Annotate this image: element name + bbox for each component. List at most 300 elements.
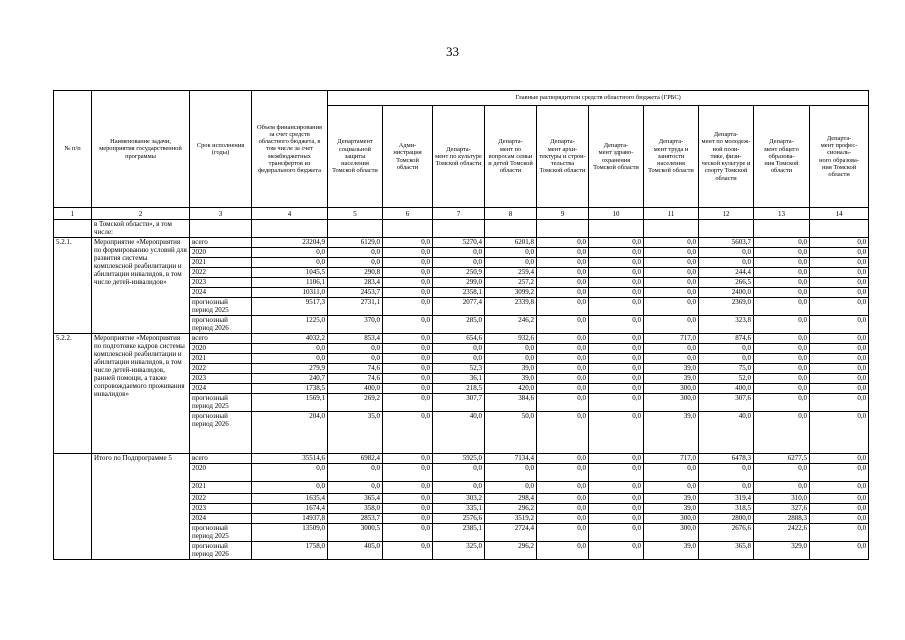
value-cell: 0,0	[383, 364, 433, 374]
value-cell: 0,0	[644, 258, 699, 268]
value-cell: 0,0	[485, 258, 537, 268]
value-cell: 0,0	[433, 248, 485, 258]
header-grbs-1: Департамент социальной защиты населения Томской области	[328, 106, 383, 208]
value-cell: 5925,0	[433, 454, 485, 464]
value-cell: 2422,6	[754, 524, 810, 542]
value-cell: 283,4	[328, 278, 383, 288]
value-cell: 0,0	[810, 334, 869, 344]
value-cell: 0,0	[383, 412, 433, 454]
value-cell: 0,0	[589, 524, 644, 542]
value-cell: 0,0	[699, 248, 754, 258]
value-cell: 0,0	[383, 504, 433, 514]
value-cell: 0,0	[383, 354, 433, 364]
value-cell: 0,0	[383, 482, 433, 494]
column-index: 4	[252, 208, 328, 220]
value-cell: 0,0	[589, 514, 644, 524]
term-cell: 2021	[190, 482, 252, 494]
value-cell: 0,0	[644, 482, 699, 494]
value-cell: 0,0	[589, 504, 644, 514]
term-cell: 2020	[190, 344, 252, 354]
value-cell: 0,0	[485, 482, 537, 494]
column-index: 8	[485, 208, 537, 220]
value-cell: 329,0	[754, 542, 810, 560]
value-cell: 0,0	[383, 334, 433, 344]
value-cell: 246,2	[485, 316, 537, 334]
value-cell: 0,0	[754, 354, 810, 364]
value-cell: 0,0	[754, 278, 810, 288]
value-cell: 0,0	[537, 504, 589, 514]
value-cell: 52,3	[433, 364, 485, 374]
value-cell: 2888,3	[754, 514, 810, 524]
value-cell: 0,0	[810, 504, 869, 514]
value-cell: 853,4	[328, 334, 383, 344]
value-cell: 0,0	[537, 354, 589, 364]
value-cell: 0,0	[810, 298, 869, 316]
value-cell: 0,0	[383, 344, 433, 354]
header-grbs-title: Главные распорядители средств областного бюджета (ГРБС)	[328, 91, 869, 106]
value-cell: 0,0	[754, 384, 810, 394]
value-cell: 0,0	[537, 278, 589, 288]
value-cell: 0,0	[754, 316, 810, 334]
value-cell: 0,0	[810, 542, 869, 560]
value-cell: 365,8	[699, 542, 754, 560]
value-cell: 0,0	[537, 344, 589, 354]
value-cell: 40,0	[433, 412, 485, 454]
value-cell: 257,2	[485, 278, 537, 288]
value-cell: 0,0	[537, 248, 589, 258]
value-cell: 285,0	[433, 316, 485, 334]
value-cell: 0,0	[537, 384, 589, 394]
value-cell: 0,0	[699, 482, 754, 494]
value-cell: 36,1	[433, 374, 485, 384]
value-cell: 5270,4	[433, 238, 485, 248]
value-cell: 307,7	[433, 394, 485, 412]
value-cell: 0,0	[537, 524, 589, 542]
value-cell: 0,0	[810, 494, 869, 504]
value-cell: 0,0	[383, 454, 433, 464]
value-cell: 50,0	[485, 412, 537, 454]
value-cell: 2077,4	[433, 298, 485, 316]
value-cell: 0,0	[433, 464, 485, 482]
value-cell: 654,6	[433, 334, 485, 344]
value-cell: 400,0	[328, 384, 383, 394]
value-cell: 0,0	[810, 316, 869, 334]
value-cell: 1758,0	[252, 542, 328, 560]
value-cell: 74,6	[328, 364, 383, 374]
value-cell: 0,0	[383, 384, 433, 394]
value-cell: 307,6	[699, 394, 754, 412]
column-index: 1	[54, 208, 92, 220]
value-cell: 0,0	[537, 258, 589, 268]
value-cell: 0,0	[589, 464, 644, 482]
value-cell: 23204,9	[252, 238, 328, 248]
header-grbs-10: Департа- мент профес- сиональ- ного образова- ния Томской области	[810, 106, 869, 208]
value-cell: 1738,5	[252, 384, 328, 394]
value-cell: 0,0	[644, 344, 699, 354]
value-cell: 7134,4	[485, 454, 537, 464]
value-cell: 39,0	[644, 412, 699, 454]
value-cell: 35,0	[328, 412, 383, 454]
value-cell: 0,0	[754, 464, 810, 482]
value-cell: 1106,1	[252, 278, 328, 288]
value-cell: 2724,4	[485, 524, 537, 542]
value-cell: 0,0	[252, 464, 328, 482]
value-cell: 0,0	[485, 354, 537, 364]
value-cell: 39,0	[644, 364, 699, 374]
term-cell: 2024	[190, 384, 252, 394]
item-number: 5.2.1.	[54, 238, 92, 334]
value-cell: 0,0	[754, 288, 810, 298]
column-index: 13	[754, 208, 810, 220]
value-cell: 0,0	[589, 316, 644, 334]
value-cell: 0,0	[383, 248, 433, 258]
page-number: 33	[446, 44, 459, 59]
value-cell: 266,5	[699, 278, 754, 288]
value-cell: 932,6	[485, 334, 537, 344]
value-cell: 0,0	[644, 238, 699, 248]
column-index: 6	[383, 208, 433, 220]
value-cell: 0,0	[537, 394, 589, 412]
value-cell: 318,5	[699, 504, 754, 514]
value-cell: 0,0	[589, 364, 644, 374]
value-cell: 327,6	[754, 504, 810, 514]
value-cell: 299,0	[433, 278, 485, 288]
term-cell: прогнозный период 2026	[190, 412, 252, 454]
header-term: Срок исполнения (годы)	[190, 91, 252, 208]
header-volume: Объем финансирования за счет средств областного бюджета, в том числе за счет межбюджетных трансфертов из федерального бюджета	[252, 91, 328, 208]
term-cell: 2024	[190, 288, 252, 298]
value-cell: 0,0	[537, 482, 589, 494]
value-cell: 0,0	[589, 384, 644, 394]
value-cell: 0,0	[589, 354, 644, 364]
value-cell: 0,0	[537, 542, 589, 560]
value-cell: 6277,5	[754, 454, 810, 464]
value-cell: 0,0	[383, 278, 433, 288]
term-cell: 2021	[190, 258, 252, 268]
value-cell: 0,0	[810, 482, 869, 494]
value-cell: 13509,0	[252, 524, 328, 542]
value-cell: 0,0	[252, 258, 328, 268]
value-cell: 0,0	[383, 514, 433, 524]
term-cell: прогнозный период 2026	[190, 316, 252, 334]
value-cell: 2385,1	[433, 524, 485, 542]
value-cell: 0,0	[537, 334, 589, 344]
term-cell: 2024	[190, 514, 252, 524]
value-cell: 0,0	[383, 464, 433, 482]
value-cell: 39,0	[485, 364, 537, 374]
value-cell: 400,0	[699, 384, 754, 394]
value-cell: 0,0	[754, 334, 810, 344]
value-cell: 0,0	[433, 354, 485, 364]
value-cell: 0,0	[537, 288, 589, 298]
value-cell: 0,0	[537, 268, 589, 278]
value-cell: 0,0	[433, 258, 485, 268]
value-cell: 1635,4	[252, 494, 328, 504]
value-cell: 14937,8	[252, 514, 328, 524]
value-cell: 35514,6	[252, 454, 328, 464]
value-cell: 0,0	[754, 364, 810, 374]
column-index: 11	[644, 208, 699, 220]
value-cell: 319,4	[699, 494, 754, 504]
value-cell: 0,0	[810, 248, 869, 258]
table-row	[54, 238, 869, 248]
column-index: 14	[810, 208, 869, 220]
value-cell: 0,0	[644, 298, 699, 316]
value-cell: 0,0	[810, 374, 869, 384]
value-cell: 1045,5	[252, 268, 328, 278]
value-cell: 9517,3	[252, 298, 328, 316]
item-number	[54, 454, 92, 560]
column-index: 7	[433, 208, 485, 220]
column-index: 10	[589, 208, 644, 220]
value-cell: 335,1	[433, 504, 485, 514]
term-cell: прогнозный период 2025	[190, 394, 252, 412]
value-cell: 0,0	[433, 344, 485, 354]
value-cell: 0,0	[754, 482, 810, 494]
value-cell: 0,0	[644, 268, 699, 278]
value-cell: 0,0	[754, 238, 810, 248]
header-grbs-8: Департа- мент по молодеж- ной поли- тике, физи- ческой культуре и спорту Томской области	[699, 106, 754, 208]
value-cell: 75,0	[699, 364, 754, 374]
value-cell: 0,0	[383, 288, 433, 298]
value-cell: 300,0	[644, 394, 699, 412]
value-cell: 0,0	[433, 482, 485, 494]
value-cell: 0,0	[383, 238, 433, 248]
value-cell: 240,7	[252, 374, 328, 384]
value-cell: 40,0	[699, 412, 754, 454]
term-cell: всего	[190, 454, 252, 464]
value-cell: 0,0	[537, 464, 589, 482]
value-cell: 6478,3	[699, 454, 754, 464]
value-cell: 0,0	[383, 542, 433, 560]
continuation-text: в Томской области», в том числе:	[92, 220, 190, 238]
value-cell: 3519,2	[485, 514, 537, 524]
value-cell: 244,4	[699, 268, 754, 278]
value-cell: 0,0	[589, 494, 644, 504]
value-cell: 0,0	[537, 316, 589, 334]
value-cell: 0,0	[589, 542, 644, 560]
value-cell: 0,0	[810, 464, 869, 482]
header-grbs-3: Департа- мент по культуре Томской области	[433, 106, 485, 208]
value-cell: 0,0	[589, 482, 644, 494]
value-cell: 0,0	[810, 258, 869, 268]
value-cell: 296,2	[485, 542, 537, 560]
value-cell: 0,0	[589, 454, 644, 464]
item-name: Мероприятие «Мероприятия по формированию условий для развития системы комплексной реабилитации и абилитации инвалидов, в том числе детей-инвалидов»	[92, 238, 190, 334]
term-cell: 2021	[190, 354, 252, 364]
value-cell: 0,0	[537, 514, 589, 524]
value-cell: 4032,2	[252, 334, 328, 344]
value-cell: 0,0	[754, 298, 810, 316]
value-cell: 0,0	[699, 344, 754, 354]
value-cell: 0,0	[810, 384, 869, 394]
value-cell: 0,0	[383, 524, 433, 542]
value-cell: 0,0	[644, 278, 699, 288]
value-cell: 0,0	[810, 524, 869, 542]
value-cell: 0,0	[383, 268, 433, 278]
item-number: 5.2.2.	[54, 334, 92, 454]
value-cell: 310,0	[754, 494, 810, 504]
value-cell: 39,0	[644, 542, 699, 560]
value-cell: 0,0	[644, 354, 699, 364]
value-cell: 0,0	[754, 374, 810, 384]
value-cell: 3099,2	[485, 288, 537, 298]
value-cell: 1225,0	[252, 316, 328, 334]
value-cell: 420,0	[485, 384, 537, 394]
value-cell: 5603,7	[699, 238, 754, 248]
value-cell: 0,0	[252, 344, 328, 354]
value-cell: 6982,4	[328, 454, 383, 464]
value-cell: 0,0	[328, 248, 383, 258]
value-cell: 0,0	[754, 394, 810, 412]
term-cell: прогнозный период 2025	[190, 298, 252, 316]
value-cell: 405,0	[328, 542, 383, 560]
value-cell: 0,0	[810, 278, 869, 288]
value-cell: 2676,6	[699, 524, 754, 542]
term-cell: прогнозный период 2026	[190, 542, 252, 560]
value-cell: 384,6	[485, 394, 537, 412]
value-cell: 0,0	[328, 344, 383, 354]
value-cell: 0,0	[589, 412, 644, 454]
value-cell: 0,0	[589, 248, 644, 258]
value-cell: 0,0	[810, 344, 869, 354]
header-no: № п/п	[54, 91, 92, 208]
item-name: Итого по Подпрограмме 5	[92, 454, 190, 560]
header-grbs-5: Департа- мент архи- тектуры и строи- тельства Томской области	[537, 106, 589, 208]
header-grbs-6: Департа- мент здраво- охранения Томской области	[589, 106, 644, 208]
value-cell: 365,4	[328, 494, 383, 504]
value-cell: 0,0	[383, 394, 433, 412]
term-cell: всего	[190, 238, 252, 248]
value-cell: 0,0	[810, 238, 869, 248]
value-cell: 303,2	[433, 494, 485, 504]
value-cell: 0,0	[589, 278, 644, 288]
value-cell: 0,0	[810, 514, 869, 524]
value-cell: 2358,1	[433, 288, 485, 298]
value-cell: 0,0	[810, 354, 869, 364]
value-cell: 358,0	[328, 504, 383, 514]
value-cell: 0,0	[644, 248, 699, 258]
value-cell: 0,0	[810, 288, 869, 298]
value-cell: 52,0	[699, 374, 754, 384]
value-cell: 300,0	[644, 384, 699, 394]
term-cell: 2022	[190, 364, 252, 374]
value-cell: 298,4	[485, 494, 537, 504]
value-cell: 39,0	[644, 494, 699, 504]
value-cell: 717,0	[644, 334, 699, 344]
value-cell: 0,0	[589, 394, 644, 412]
table-row	[54, 454, 869, 464]
value-cell: 39,0	[644, 504, 699, 514]
value-cell: 0,0	[383, 258, 433, 268]
value-cell: 0,0	[810, 364, 869, 374]
value-cell: 0,0	[754, 258, 810, 268]
value-cell: 717,0	[644, 454, 699, 464]
value-cell: 0,0	[589, 298, 644, 316]
value-cell: 0,0	[537, 298, 589, 316]
value-cell: 1569,1	[252, 394, 328, 412]
term-cell: 2022	[190, 494, 252, 504]
value-cell: 0,0	[810, 394, 869, 412]
term-cell: 2023	[190, 278, 252, 288]
value-cell: 0,0	[589, 268, 644, 278]
value-cell: 0,0	[699, 354, 754, 364]
value-cell: 6201,8	[485, 238, 537, 248]
column-index: 5	[328, 208, 383, 220]
value-cell: 0,0	[754, 248, 810, 258]
value-cell: 0,0	[589, 288, 644, 298]
value-cell: 290,8	[328, 268, 383, 278]
value-cell: 323,8	[699, 316, 754, 334]
value-cell: 218,5	[433, 384, 485, 394]
value-cell: 0,0	[810, 268, 869, 278]
value-cell: 259,4	[485, 268, 537, 278]
value-cell: 74,6	[328, 374, 383, 384]
value-cell: 0,0	[383, 298, 433, 316]
value-cell: 204,0	[252, 412, 328, 454]
header-grbs-9: Департа- мент общего образова- ния Томской области	[754, 106, 810, 208]
value-cell: 0,0	[589, 374, 644, 384]
budget-table	[53, 90, 869, 560]
value-cell: 2576,6	[433, 514, 485, 524]
value-cell: 0,0	[537, 374, 589, 384]
term-cell: 2022	[190, 268, 252, 278]
value-cell: 0,0	[589, 258, 644, 268]
value-cell: 0,0	[810, 412, 869, 454]
value-cell: 0,0	[589, 238, 644, 248]
value-cell: 0,0	[644, 464, 699, 482]
term-cell: прогнозный период 2025	[190, 524, 252, 542]
value-cell: 0,0	[699, 464, 754, 482]
value-cell: 0,0	[485, 248, 537, 258]
value-cell: 0,0	[383, 374, 433, 384]
value-cell: 0,0	[328, 354, 383, 364]
value-cell: 269,2	[328, 394, 383, 412]
item-name: Мероприятие «Мероприятия по подготовке кадров системы комплексной реабилитации и абилитации инвалидов, в том числе детей-инвалидов, ранней помощи, а также сопровождаемого проживания инвалидов»	[92, 334, 190, 454]
value-cell: 874,6	[699, 334, 754, 344]
value-cell: 2731,1	[328, 298, 383, 316]
value-cell: 0,0	[383, 316, 433, 334]
value-cell: 0,0	[328, 258, 383, 268]
column-index: 2	[92, 208, 190, 220]
value-cell: 370,0	[328, 316, 383, 334]
value-cell: 0,0	[644, 288, 699, 298]
header-grbs-2: Адми- нистрация Томской области	[383, 106, 433, 208]
term-cell: 2020	[190, 248, 252, 258]
value-cell: 250,9	[433, 268, 485, 278]
value-cell: 296,2	[485, 504, 537, 514]
value-cell: 0,0	[589, 334, 644, 344]
value-cell: 0,0	[252, 248, 328, 258]
value-cell: 39,0	[485, 374, 537, 384]
value-cell: 2453,7	[328, 288, 383, 298]
value-cell: 3000,5	[328, 524, 383, 542]
value-cell: 0,0	[537, 454, 589, 464]
term-cell: всего	[190, 334, 252, 344]
column-index: 12	[699, 208, 754, 220]
value-cell: 39,0	[644, 374, 699, 384]
value-cell: 0,0	[252, 482, 328, 494]
value-cell: 0,0	[328, 482, 383, 494]
header-grbs-7: Департа- мент труда и занятости населения Томской области	[644, 106, 699, 208]
value-cell: 2339,8	[485, 298, 537, 316]
value-cell: 0,0	[537, 364, 589, 374]
column-index: 9	[537, 208, 589, 220]
value-cell: 0,0	[537, 494, 589, 504]
value-cell: 325,0	[433, 542, 485, 560]
value-cell: 300,0	[644, 524, 699, 542]
value-cell: 300,0	[644, 514, 699, 524]
